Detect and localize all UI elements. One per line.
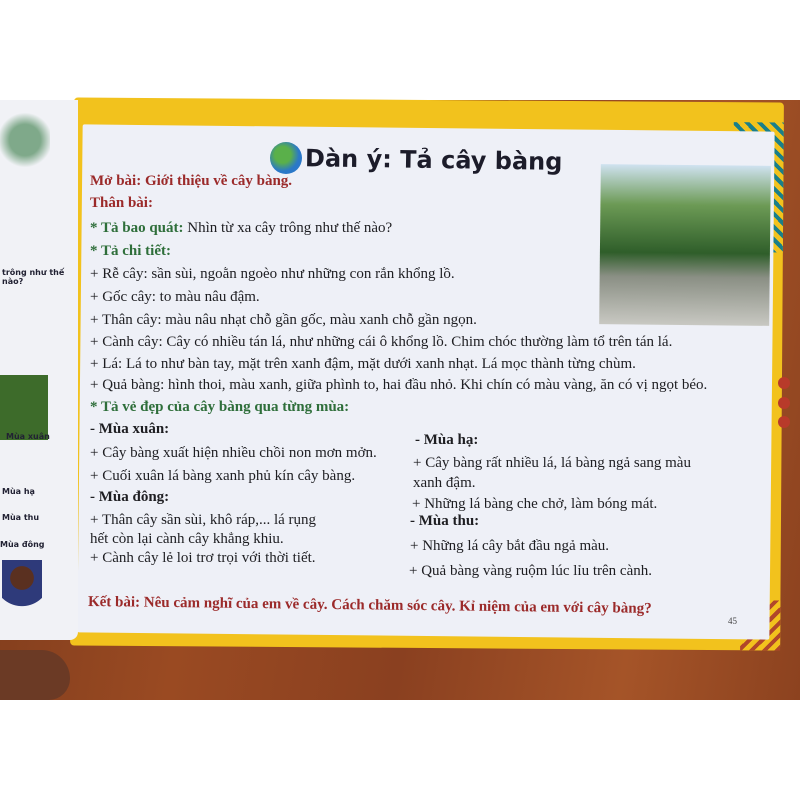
overview-line (90, 220, 392, 237)
autumn-label: - Mùa thu: (410, 513, 480, 529)
overview-text: Nhìn từ xa cây trông như thế nào? (183, 220, 393, 236)
left-question: trông như thế nào? (2, 268, 65, 286)
summer-label: - Mùa hạ: (415, 432, 479, 448)
intro: Mở bài: Giới thiệu về cây bàng. (90, 173, 293, 189)
page-number: 45 (728, 616, 737, 626)
autumn-line: + Quả bàng vàng ruộm lúc lỉu trên cành. (409, 563, 652, 579)
body-heading: Thân bài: (90, 195, 153, 211)
season-label: Mùa đông (0, 540, 45, 549)
tree-photo (599, 164, 771, 326)
winter-line: + Cành cây lẻ loi trơ trọi với thời tiết. (90, 550, 316, 566)
page-title: Dàn ý: Tả cây bàng (304, 144, 563, 176)
winter-line: + Thân cây sần sùi, khô ráp,... lá rụng (90, 512, 317, 528)
summer-line: + Những lá bàng che chở, làm bóng mát. (412, 496, 658, 512)
winter-line: hết còn lại cành cây khẳng khiu. (90, 531, 284, 547)
detail-line: + Gốc cây: to màu nâu đậm. (90, 289, 260, 305)
girl-illustration (2, 560, 42, 620)
season-label: Mùa hạ (2, 487, 35, 496)
leaf-photo (0, 375, 48, 440)
autumn-line: + Những lá cây bắt đầu ngả màu. (410, 538, 610, 554)
detail-line: + Cành cây: Cây có nhiều tán lá, như những cái ô khổng lồ. Chim chóc thường làm tổ trên tán lá. (90, 334, 673, 350)
left-page (0, 100, 78, 640)
season-label: Mùa xuân (6, 432, 50, 441)
seasons-heading: * Tả vẻ đẹp của cây bàng qua từng mùa: (90, 399, 350, 415)
decorative-dot (778, 377, 790, 389)
detail-line: + Rễ cây: sần sùi, ngoằn ngoèo như những con rắn khổng lồ. (90, 266, 455, 282)
decorative-dot (778, 397, 790, 409)
globe-icon (270, 142, 302, 174)
detail-heading: * Tả chi tiết: (90, 243, 171, 259)
tree-illustration (0, 110, 50, 170)
spring-line: + Cây bàng xuất hiện nhiều chồi non mơn mởn. (90, 445, 377, 461)
overview-label: * Tả bao quát: (90, 220, 184, 236)
detail-line: + Thân cây: màu nâu nhạt chỗ gần gốc, màu xanh chỗ gần ngọn. (90, 312, 477, 328)
summer-line: + Cây bàng rất nhiều lá, lá bàng ngả sang màu (413, 455, 691, 471)
summer-line: xanh đậm. (413, 475, 476, 491)
winter-label: - Mùa đông: (90, 489, 170, 505)
detail-line: + Quả bàng: hình thoi, màu xanh, giữa phình to, hai đầu nhỏ. Khi chín có màu vàng, ăn có vị ngọt béo. (90, 377, 708, 393)
hand (0, 650, 70, 700)
spring-line: + Cuối xuân lá bàng xanh phủ kín cây bàng. (90, 468, 356, 484)
spring-label: - Mùa xuân: (90, 421, 170, 437)
detail-line: + Lá: Lá to như bàn tay, mặt trên xanh đậm, mặt dưới xanh nhạt. Lá mọc thành từng chùm. (90, 356, 636, 372)
conclusion: Kết bài: Nêu cảm nghĩ của em về cây. Cách chăm sóc cây. Kỉ niệm của em với cây bàng? (87, 594, 652, 617)
decorative-dot (778, 416, 790, 428)
season-label: Mùa thu (2, 513, 40, 522)
